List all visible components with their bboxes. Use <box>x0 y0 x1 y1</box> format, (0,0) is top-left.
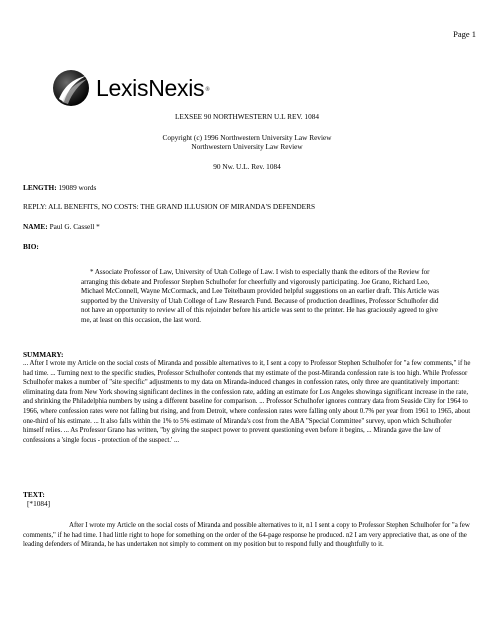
article-title: REPLY: ALL BENEFITS, NO COSTS: THE GRAND ILLUSION OF MIRANDA'S DEFENDERS <box>23 202 316 211</box>
name-label: NAME: <box>23 222 48 231</box>
length-label: LENGTH: <box>23 183 57 192</box>
bio-label: BIO: <box>23 242 39 251</box>
text-label: TEXT: <box>23 490 45 499</box>
lexisnexis-logo <box>52 68 210 108</box>
bio-text: * Associate Professor of Law, University of Utah College of Law. I wish to especially thank the editors of the Review for arranging this debate and Professor Stephen Schulhofer for cheerfully and vigorously participating. Joe Grano, Richard Leo, Michael McConnell, Wayne McCormack, and Lee Teitelbaum provided helpful suggestions on an earlier draft. This Article was supported by the University of Utah College of Law Research Fund. Because of production deadlines, Professor Schulhofer did not have an opportunity to review all of this rejoinder before his article was sent to the printer. He has graciously agreed to give me, at least on this occasion, the last word. <box>81 268 439 324</box>
length-line <box>23 183 476 192</box>
page-number: Page 1 <box>453 29 476 39</box>
logo-wordmark: LexisNexis <box>96 74 205 101</box>
logo-registered-mark: ® <box>205 87 210 93</box>
page-marker: [*1084] <box>27 499 51 508</box>
text-paragraph: After I wrote my Article on the social costs of Miranda and possible alternatives to it, n1 I sent a copy to Professor Stephen Schulhofer for "a few comments," if he had time. I had little right to hope for something on the order of the 64-page response he produced. n2 I am very appreciative that, as one of the leading defenders of Miranda, he has undertaken not simply to comment on my position but to respond fully and thoughtfully to it. <box>23 522 470 549</box>
length-value: 19089 words <box>58 183 97 192</box>
lexisnexis-globe-icon <box>52 69 90 107</box>
lexsee-line: LEXSEE 90 NORTHWESTERN U.L REV. 1084 <box>174 112 320 121</box>
copyright-line: Copyright (c) 1996 Northwestern University Law Review <box>162 133 332 142</box>
journal-line: Northwestern University Law Review <box>191 142 303 151</box>
author-name: Paul G. Cassell * <box>49 222 100 231</box>
cite-line: 90 Nw. U.L. Rev. 1084 <box>213 162 281 171</box>
name-line <box>23 222 476 231</box>
summary-text: ... After I wrote my Article on the social costs of Miranda and possible alternatives to it, I sent a copy to Professor Stephen Schulhofer for "a few comments," if he had time. ... Turning next to the specific studies, Professor Schulhofer contends that my estimate of the post-Miranda confession rate is too high. While Professor Schulhofer makes a number of "site specific" adjustments to my data on Miranda-induced changes in confession rates, only three are quantitatively important: eliminating data from New York showing significant declines in the confession rate, adding an estimate for Los Angeles showinga significant increase in the rate, and shrinking the Philadelphia numbers by using a different baseline for comparison. ... Professor Schulhofer ignores contrary data from Seaside City for 1964 to 1966, where confession rates were not falling but rising, and from Detroit, where confession rates were falling only about 0.7% per year from 1961 to 1965, about one-third of his estimate. ... It also falls within the 1% to 5% estimate of Miranda's cost from the ABA "Special Committee" survey, upon which Schulhofer himself relies. ... As Professor Grano has written, "by giving the suspect power to prevent questioning even before it begins, ... Miranda gave the law of confessions a 'single focus - protection of the suspect.' ... <box>23 360 471 444</box>
summary-label: SUMMARY: <box>23 350 64 359</box>
